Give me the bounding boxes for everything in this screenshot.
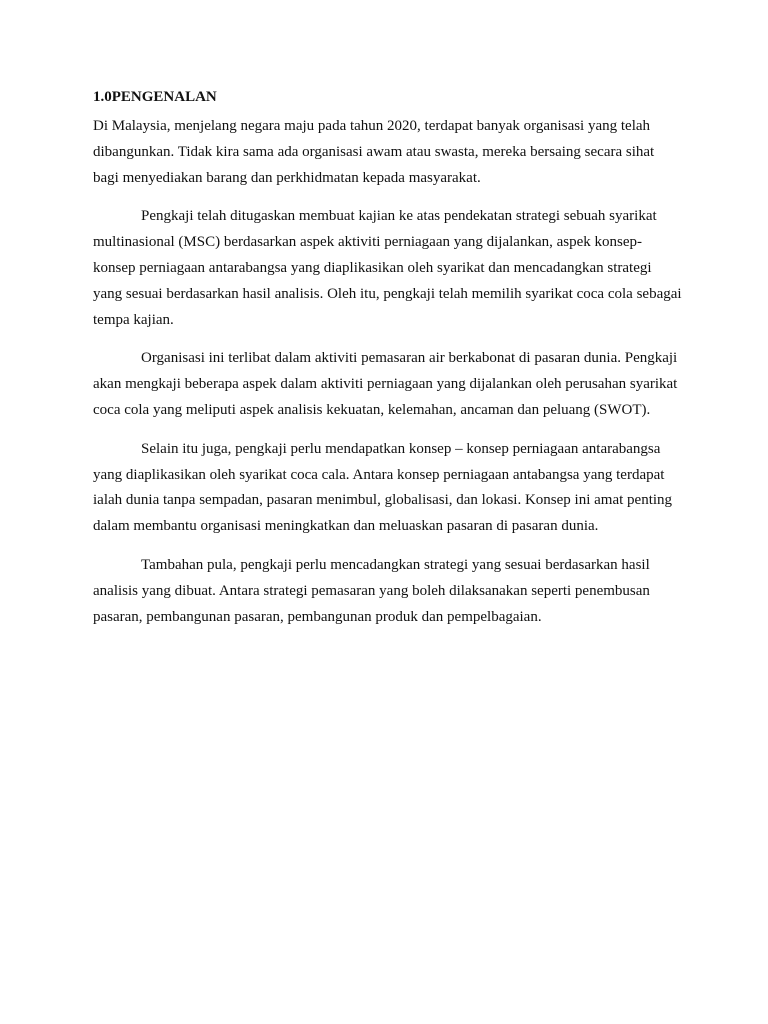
document-page: [93, 86, 683, 643]
paragraph-3: Organisasi ini terlibat dalam aktiviti pemasaran air berkabonat di pasaran dunia. Pengkaji akan mengkaji beberapa aspek dalam aktiviti perniagaan yang dijalankan oleh perusahan syarikat coca cola yang meliputi aspek analisis kekuatan, kelemahan, ancaman dan peluang (SWOT).: [93, 350, 678, 418]
paragraph-2: Pengkaji telah ditugaskan membuat kajian ke atas pendekatan strategi sebuah syarikat multinasional (MSC) berdasarkan aspek aktiviti perniagaan yang dijalankan, aspek konsep-konsep perniagaan antarabangsa yang diaplikasikan oleh syarikat dan mencadangkan strategi yang sesuai berdasarkan hasil analisis. Oleh itu, pengkaji telah memilih syarikat coca cola sebagai tempa kajian.: [93, 208, 682, 328]
paragraph-5: Tambahan pula, pengkaji perlu mencadangkan strategi yang sesuai berdasarkan hasil analisis yang dibuat. Antara strategi pemasaran yang boleh dilaksanakan seperti penembusan pasaran, pembangunan pasaran, pembangunan produk dan pempelbagaian.: [93, 556, 650, 625]
section-heading: 1.0PENGENALAN: [93, 89, 217, 105]
paragraph-4: Selain itu juga, pengkaji perlu mendapatkan konsep – konsep perniagaan antarabangsa yang diaplikasikan oleh syarikat coca cala. Antara konsep perniagaan antabangsa yang terdapat ialah dunia tanpa sempadan, pasaran menimbul, globalisasi, dan lokasi. Konsep ini amat penting dalam membantu organisasi meningkatkan dan meluaskan pasaran di pasaran dunia.: [93, 440, 673, 535]
paragraph-1: Di Malaysia, menjelang negara maju pada tahun 2020, terdapat banyak organisasi yang telah dibangunkan. Tidak kira sama ada organisasi awam atau swasta, mereka bersaing secara sihat bagi menyediakan barang dan perkhidmatan kepada masyarakat.: [93, 118, 655, 186]
